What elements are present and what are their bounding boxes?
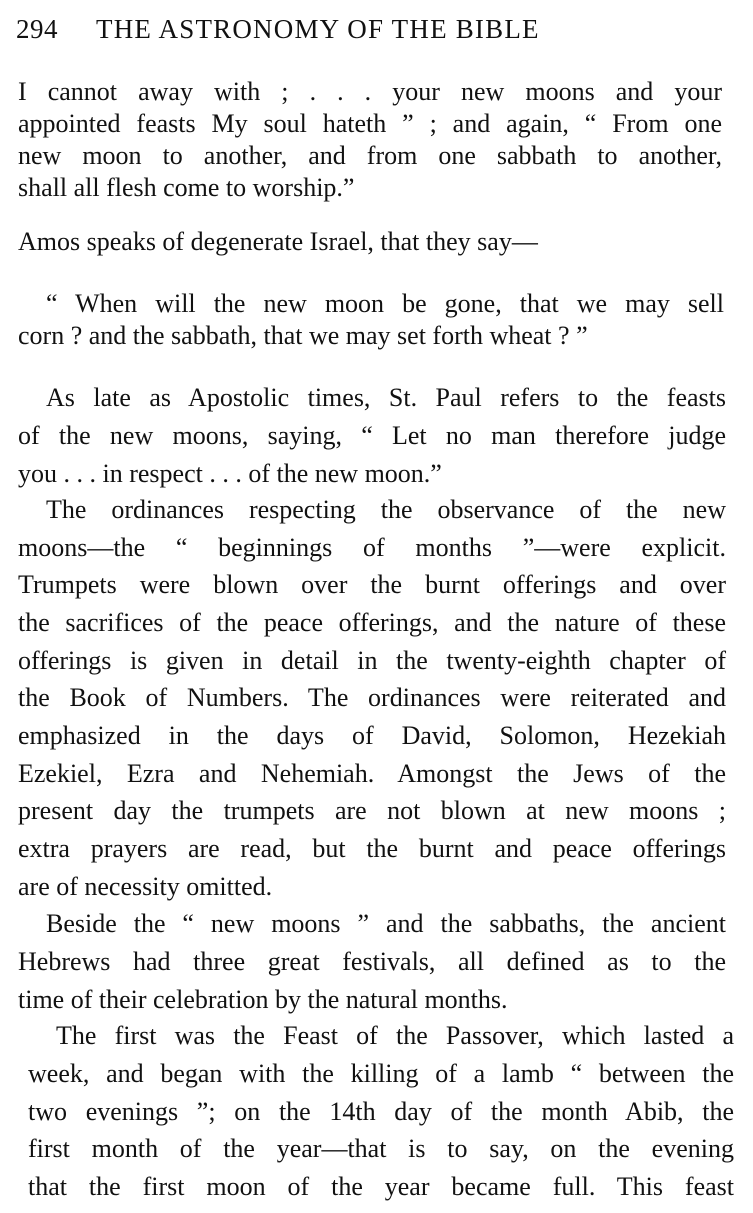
text-line: emphasized in the days of David, Solomon, Hezekiah xyxy=(18,721,726,750)
text-line: “ When will the new moon be gone, that we may sell xyxy=(46,289,724,318)
text-line: As late as Apostolic times, St. Paul refers to the feasts xyxy=(46,383,726,412)
text-line: extra prayers are read, but the burnt and peace offerings xyxy=(18,834,726,863)
text-line: you . . . in respect . . . of the new moon.” xyxy=(18,459,442,488)
text-line: week, and began with the killing of a lamb “ between the xyxy=(28,1059,734,1088)
text-line: Amos speaks of degenerate Israel, that they say— xyxy=(18,227,538,256)
text-line: Trumpets were blown over the burnt offerings and over xyxy=(18,570,726,599)
text-line: time of their celebration by the natural months. xyxy=(18,985,508,1014)
text-line: two evenings ”; on the 14th day of the month Abib, the xyxy=(28,1097,734,1126)
text-line: the Book of Numbers. The ordinances were reiterated and xyxy=(18,683,726,712)
text-line: Ezekiel, Ezra and Nehemiah. Amongst the Jews of the xyxy=(18,759,726,788)
page-number: 294 xyxy=(16,14,58,44)
running-title: THE ASTRONOMY OF THE BIBLE xyxy=(96,14,540,44)
page-header xyxy=(16,14,738,54)
text-line: new moon to another, and from one sabbath to another, xyxy=(18,141,722,170)
text-line: appointed feasts My soul hateth ” ; and again, “ From one xyxy=(18,109,722,138)
text-line: first month of the year—that is to say, on the evening xyxy=(28,1134,734,1163)
text-line: The ordinances respecting the observance of the new xyxy=(46,495,726,524)
text-line: Hebrews had three great festivals, all defined as to the xyxy=(18,947,726,976)
text-line: present day the trumpets are not blown at new moons ; xyxy=(18,796,726,825)
text-line: I cannot away with ; . . . your new moons and your xyxy=(18,77,722,106)
text-line: of the new moons, saying, “ Let no man therefore judge xyxy=(18,421,726,450)
text-line: Beside the “ new moons ” and the sabbaths, the ancient xyxy=(46,909,726,938)
text-line: shall all flesh come to worship.” xyxy=(18,173,355,202)
text-line: corn ? and the sabbath, that we may set forth wheat ? ” xyxy=(18,321,588,350)
text-line: moons—the “ beginnings of months ”—were explicit. xyxy=(18,533,726,562)
text-line: are of necessity omitted. xyxy=(18,872,273,901)
text-line: that the first moon of the year became full. This feast xyxy=(28,1172,734,1201)
text-line: offerings is given in detail in the twenty-eighth chapter of xyxy=(18,646,726,675)
text-line: The first was the Feast of the Passover, which lasted a xyxy=(56,1021,734,1050)
text-line: the sacrifices of the peace offerings, and the nature of these xyxy=(18,608,726,637)
